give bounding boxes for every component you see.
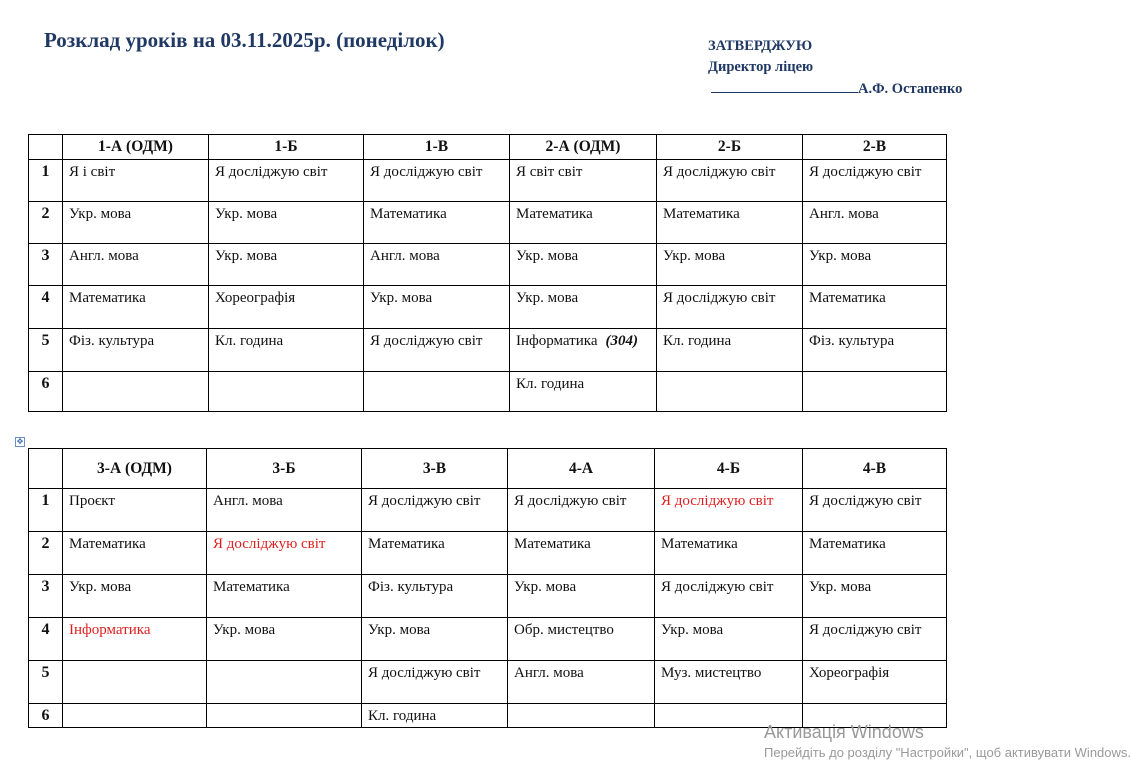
table-row — [29, 489, 947, 532]
class-header: 2-Б — [657, 135, 803, 160]
lesson-cell — [207, 661, 362, 704]
lesson-cell: Математика — [508, 532, 655, 575]
class-header: 1-Б — [209, 135, 364, 160]
room-number: (304) — [605, 333, 638, 349]
class-header: 1-В — [364, 135, 510, 160]
lesson-cell: Я досліджую світ — [655, 575, 803, 618]
lesson-number: 3 — [29, 244, 63, 286]
watermark-subtitle: Перейдіть до розділу "Настройки", щоб активувати Windows. — [764, 745, 1131, 760]
approval-block — [708, 36, 962, 100]
table-row — [29, 329, 947, 372]
class-header: 4-А — [508, 449, 655, 489]
class-header: 3-Б — [207, 449, 362, 489]
lesson-cell — [657, 372, 803, 412]
approval-position: Директор ліцею — [708, 59, 814, 75]
lesson-number: 6 — [29, 704, 63, 728]
lesson-cell: Фіз. культура — [63, 329, 209, 372]
lesson-cell: Укр. мова — [364, 286, 510, 329]
table-row — [29, 618, 947, 661]
lesson-cell: Математика — [63, 286, 209, 329]
class-header: 2-В — [803, 135, 947, 160]
lesson-cell — [63, 704, 207, 728]
lesson-cell: Укр. мова — [657, 244, 803, 286]
table-row — [29, 532, 947, 575]
schedule-table-grades-1-2 — [28, 134, 947, 412]
lesson-cell: Математика — [207, 575, 362, 618]
lesson-cell: Англ. мова — [364, 244, 510, 286]
header-row — [29, 449, 947, 489]
lesson-cell: Математика — [803, 286, 947, 329]
lesson-cell: Фіз. культура — [803, 329, 947, 372]
class-header: 4-Б — [655, 449, 803, 489]
lesson-number: 2 — [29, 202, 63, 244]
lesson-number: 6 — [29, 372, 63, 412]
lesson-cell: Кл. година — [510, 372, 657, 412]
approval-signature — [708, 78, 962, 100]
lesson-cell: Укр. мова — [207, 618, 362, 661]
lesson-cell — [510, 329, 657, 372]
lesson-cell: Математика — [657, 202, 803, 244]
lesson-cell-highlighted: Інформатика — [63, 618, 207, 661]
table-row — [29, 575, 947, 618]
lesson-cell: Я досліджую світ — [209, 160, 364, 202]
lesson-cell — [207, 704, 362, 728]
lesson-cell — [63, 661, 207, 704]
table-row — [29, 160, 947, 202]
schedule-table-grades-3-4 — [28, 448, 947, 728]
lesson-cell: Я досліджую світ — [803, 489, 947, 532]
lesson-cell: Кл. година — [209, 329, 364, 372]
lesson-cell: Я досліджую світ — [803, 618, 947, 661]
corner-cell — [29, 449, 63, 489]
lesson-cell-highlighted: Я досліджую світ — [655, 489, 803, 532]
lesson-number: 3 — [29, 575, 63, 618]
lesson-number: 2 — [29, 532, 63, 575]
lesson-cell: Математика — [364, 202, 510, 244]
class-header: 1-А (ОДМ) — [63, 135, 209, 160]
class-header: 4-В — [803, 449, 947, 489]
lesson-cell: Я досліджую світ — [657, 160, 803, 202]
lesson-cell: Англ. мова — [803, 202, 947, 244]
lesson-cell: Математика — [803, 532, 947, 575]
table-row — [29, 661, 947, 704]
lesson-cell — [364, 372, 510, 412]
lesson-cell: Кл. година — [362, 704, 508, 728]
table-row — [29, 286, 947, 329]
lesson-number: 5 — [29, 661, 63, 704]
lesson-cell: Укр. мова — [655, 618, 803, 661]
page-title: Розклад уроків на 03.11.2025р. (понеділок) — [44, 28, 445, 52]
lesson-cell: Укр. мова — [362, 618, 508, 661]
class-header: 2-А (ОДМ) — [510, 135, 657, 160]
lesson-cell: Я досліджую світ — [364, 160, 510, 202]
lesson-number: 4 — [29, 618, 63, 661]
lesson-cell: Кл. година — [657, 329, 803, 372]
lesson-cell: Укр. мова — [510, 286, 657, 329]
lesson-cell: Математика — [63, 532, 207, 575]
lesson-cell: Англ. мова — [207, 489, 362, 532]
lesson-cell: Укр. мова — [508, 575, 655, 618]
lesson-cell-highlighted: Я досліджую світ — [207, 532, 362, 575]
lesson-number: 5 — [29, 329, 63, 372]
table-row — [29, 244, 947, 286]
lesson-cell — [508, 704, 655, 728]
lesson-cell: Проєкт — [63, 489, 207, 532]
lesson-cell: Укр. мова — [63, 202, 209, 244]
lesson-cell: Я досліджую світ — [657, 286, 803, 329]
lesson-cell: Хореографія — [209, 286, 364, 329]
lesson-cell: Укр. мова — [803, 575, 947, 618]
lesson-cell — [63, 372, 209, 412]
watermark-title: Активація Windows — [764, 722, 924, 742]
lesson-cell: Математика — [655, 532, 803, 575]
lesson-cell: Я досліджую світ — [508, 489, 655, 532]
signature-line — [711, 78, 858, 93]
lesson-cell: Укр. мова — [209, 202, 364, 244]
lesson-cell: Фіз. культура — [362, 575, 508, 618]
windows-activation-watermark — [764, 720, 1131, 762]
lesson-number: 1 — [29, 160, 63, 202]
lesson-cell: Обр. мистецтво — [508, 618, 655, 661]
lesson-cell: Я і світ — [63, 160, 209, 202]
lesson-cell: Укр. мова — [209, 244, 364, 286]
lesson-cell — [209, 372, 364, 412]
table-row — [29, 372, 947, 412]
lesson-cell: Я досліджую світ — [803, 160, 947, 202]
lesson-cell — [803, 372, 947, 412]
table-move-handle-icon[interactable]: ✥ — [16, 437, 24, 446]
corner-cell — [29, 135, 63, 160]
lesson-cell: Укр. мова — [63, 575, 207, 618]
header-row — [29, 135, 947, 160]
lesson-cell: Англ. мова — [508, 661, 655, 704]
lesson-cell: Я досліджую світ — [362, 489, 508, 532]
lesson-cell: Математика — [510, 202, 657, 244]
lesson-number: 1 — [29, 489, 63, 532]
lesson-cell: Я досліджую світ — [362, 661, 508, 704]
table-row — [29, 202, 947, 244]
lesson-cell: Муз. мистецтво — [655, 661, 803, 704]
approval-signer: А.Ф. Остапенко — [858, 81, 963, 97]
lesson-cell: Укр. мова — [510, 244, 657, 286]
lesson-number: 4 — [29, 286, 63, 329]
lesson-cell: Я світ світ — [510, 160, 657, 202]
lesson-cell: Математика — [362, 532, 508, 575]
lesson-cell: Укр. мова — [803, 244, 947, 286]
approval-heading: ЗАТВЕРДЖУЮ — [708, 38, 813, 54]
class-header: 3-В — [362, 449, 508, 489]
lesson-name: Інформатика — [516, 333, 598, 349]
lesson-cell: Я досліджую світ — [364, 329, 510, 372]
lesson-cell: Англ. мова — [63, 244, 209, 286]
lesson-cell: Хореографія — [803, 661, 947, 704]
class-header: 3-А (ОДМ) — [63, 449, 207, 489]
